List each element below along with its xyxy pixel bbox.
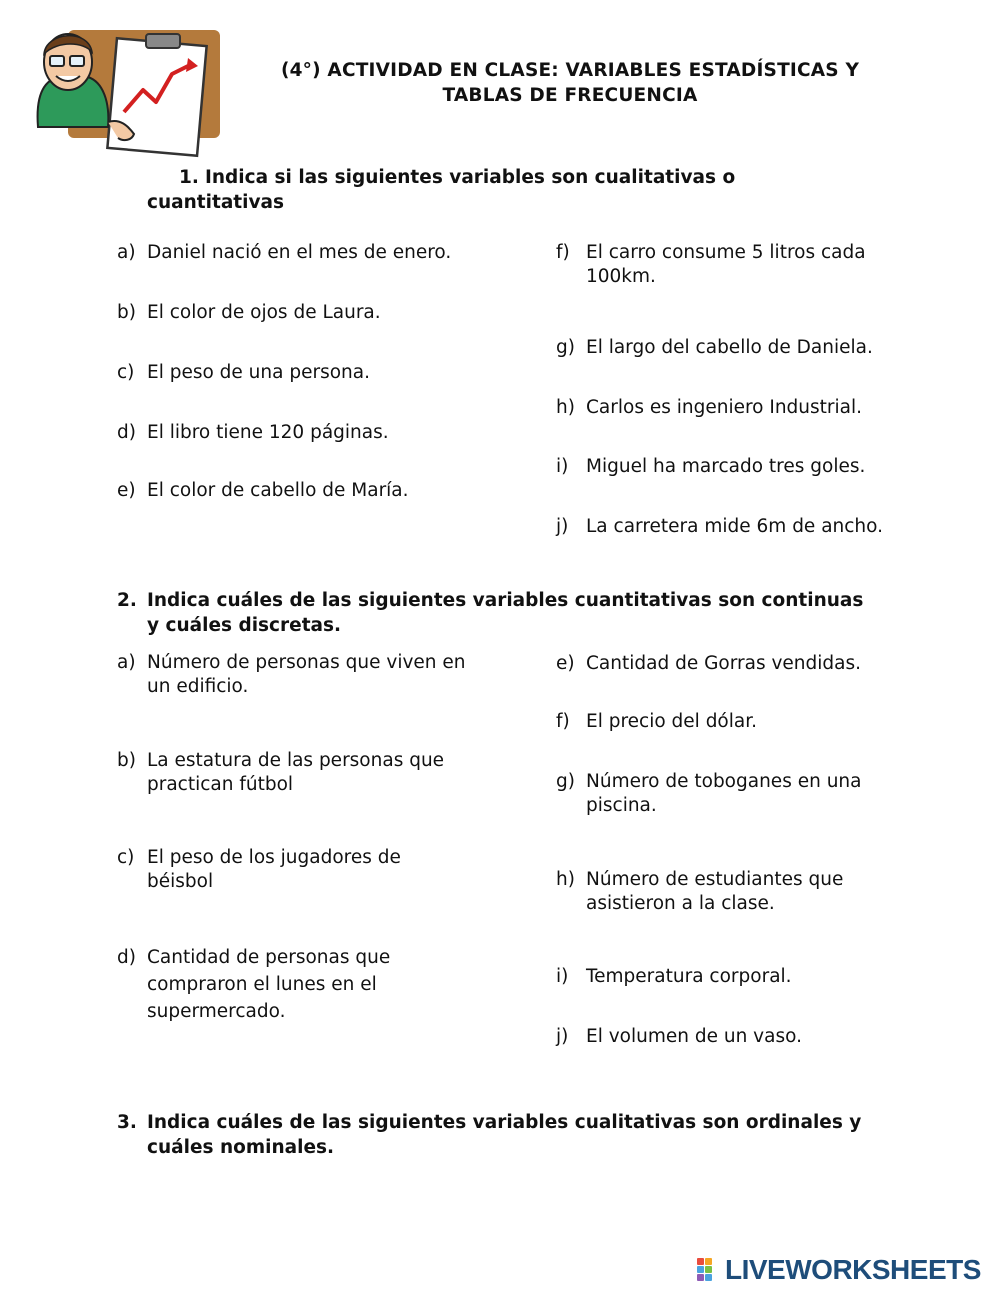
item-text: La estatura de las personas que practican fútbol — [147, 750, 445, 795]
item-text: La carretera mide 6m de ancho. — [586, 516, 884, 537]
item-letter: d) — [117, 947, 136, 968]
question-3-number: 3. — [117, 1112, 137, 1133]
item-text: El peso de los jugadores de béisbol — [147, 847, 401, 892]
q2-item-b — [117, 749, 477, 797]
brand-blocks-icon — [697, 1258, 721, 1282]
item-letter: g) — [556, 337, 575, 358]
item-letter: f) — [556, 242, 570, 263]
item-text: Número de toboganes en una piscina. — [586, 771, 862, 816]
liveworksheets-brand — [697, 1255, 981, 1285]
question-3 — [117, 1110, 917, 1160]
item-letter: h) — [556, 397, 575, 418]
teacher-chart-illustration — [28, 22, 228, 167]
question-2-number: 2. — [117, 590, 137, 611]
item-text: El color de cabello de María. — [147, 480, 409, 501]
question-1-line-1: Indica si las siguientes variables son cualitativas o — [205, 167, 736, 188]
q1-item-d — [117, 421, 477, 445]
question-1 — [147, 165, 867, 215]
item-text: Cantidad de Gorras vendidas. — [586, 653, 862, 674]
item-text: El volumen de un vaso. — [586, 1026, 802, 1047]
item-letter: b) — [117, 750, 136, 771]
q1-item-j — [556, 515, 936, 539]
q2-item-d — [117, 944, 427, 1025]
q1-item-c — [117, 361, 477, 385]
item-letter: e) — [556, 653, 575, 674]
item-letter: c) — [117, 362, 135, 383]
item-text: Cantidad de personas que compraron el lunes en el supermercado. — [147, 947, 391, 1022]
item-letter: b) — [117, 302, 136, 323]
page-title-line-2: TABLAS DE FRECUENCIA — [442, 85, 698, 106]
item-letter: j) — [556, 1026, 569, 1047]
question-2 — [117, 588, 917, 638]
item-text: Temperatura corporal. — [586, 966, 792, 987]
item-text: El largo del cabello de Daniela. — [586, 337, 873, 358]
q2-item-e — [556, 652, 916, 676]
item-text: Miguel ha marcado tres goles. — [586, 456, 866, 477]
question-2-line-1: Indica cuáles de las siguientes variables cuantitativas son continuas — [147, 590, 864, 611]
item-text: El peso de una persona. — [147, 362, 370, 383]
page-title-line-1: (4°) ACTIVIDAD EN CLASE: VARIABLES ESTADÍSTICAS Y — [280, 60, 860, 81]
page-title — [230, 58, 910, 108]
item-letter: h) — [556, 869, 575, 890]
q2-item-c — [117, 846, 437, 894]
q1-item-b — [117, 301, 477, 325]
q1-item-f — [556, 241, 896, 289]
q2-item-h — [556, 868, 876, 916]
item-letter: e) — [117, 480, 136, 501]
item-text: El precio del dólar. — [586, 711, 758, 732]
item-text: Daniel nació en el mes de enero. — [147, 242, 452, 263]
item-text: Carlos es ingeniero Industrial. — [586, 397, 863, 418]
q1-item-i — [556, 455, 916, 479]
q2-item-a — [117, 651, 467, 699]
brand-name: LIVEWORKSHEETS — [725, 1254, 981, 1285]
item-text: Número de personas que viven en un edificio. — [147, 652, 466, 697]
item-letter: f) — [556, 711, 570, 732]
question-3-line-2: cuáles nominales. — [147, 1137, 335, 1158]
item-text: Número de estudiantes que asistieron a la clase. — [586, 869, 844, 914]
question-3-line-1: Indica cuáles de las siguientes variables cualitativas son ordinales y — [147, 1112, 862, 1133]
q1-item-a — [117, 241, 477, 265]
q1-item-e — [117, 479, 477, 503]
item-letter: j) — [556, 516, 569, 537]
item-letter: c) — [117, 847, 135, 868]
item-letter: a) — [117, 242, 136, 263]
q1-item-h — [556, 396, 916, 420]
item-text: El libro tiene 120 páginas. — [147, 422, 389, 443]
question-2-line-2: y cuáles discretas. — [147, 615, 342, 636]
item-letter: g) — [556, 771, 575, 792]
item-letter: d) — [117, 422, 136, 443]
q2-item-f — [556, 710, 916, 734]
q2-item-j — [556, 1025, 916, 1049]
q2-item-g — [556, 770, 886, 818]
item-letter: i) — [556, 456, 569, 477]
item-text: El carro consume 5 litros cada 100km. — [586, 242, 866, 287]
question-1-number: 1. — [179, 167, 199, 188]
item-text: El color de ojos de Laura. — [147, 302, 381, 323]
item-letter: a) — [117, 652, 136, 673]
question-1-line-2: cuantitativas — [147, 192, 285, 213]
q1-item-g — [556, 336, 916, 360]
q2-item-i — [556, 965, 916, 989]
item-letter: i) — [556, 966, 569, 987]
